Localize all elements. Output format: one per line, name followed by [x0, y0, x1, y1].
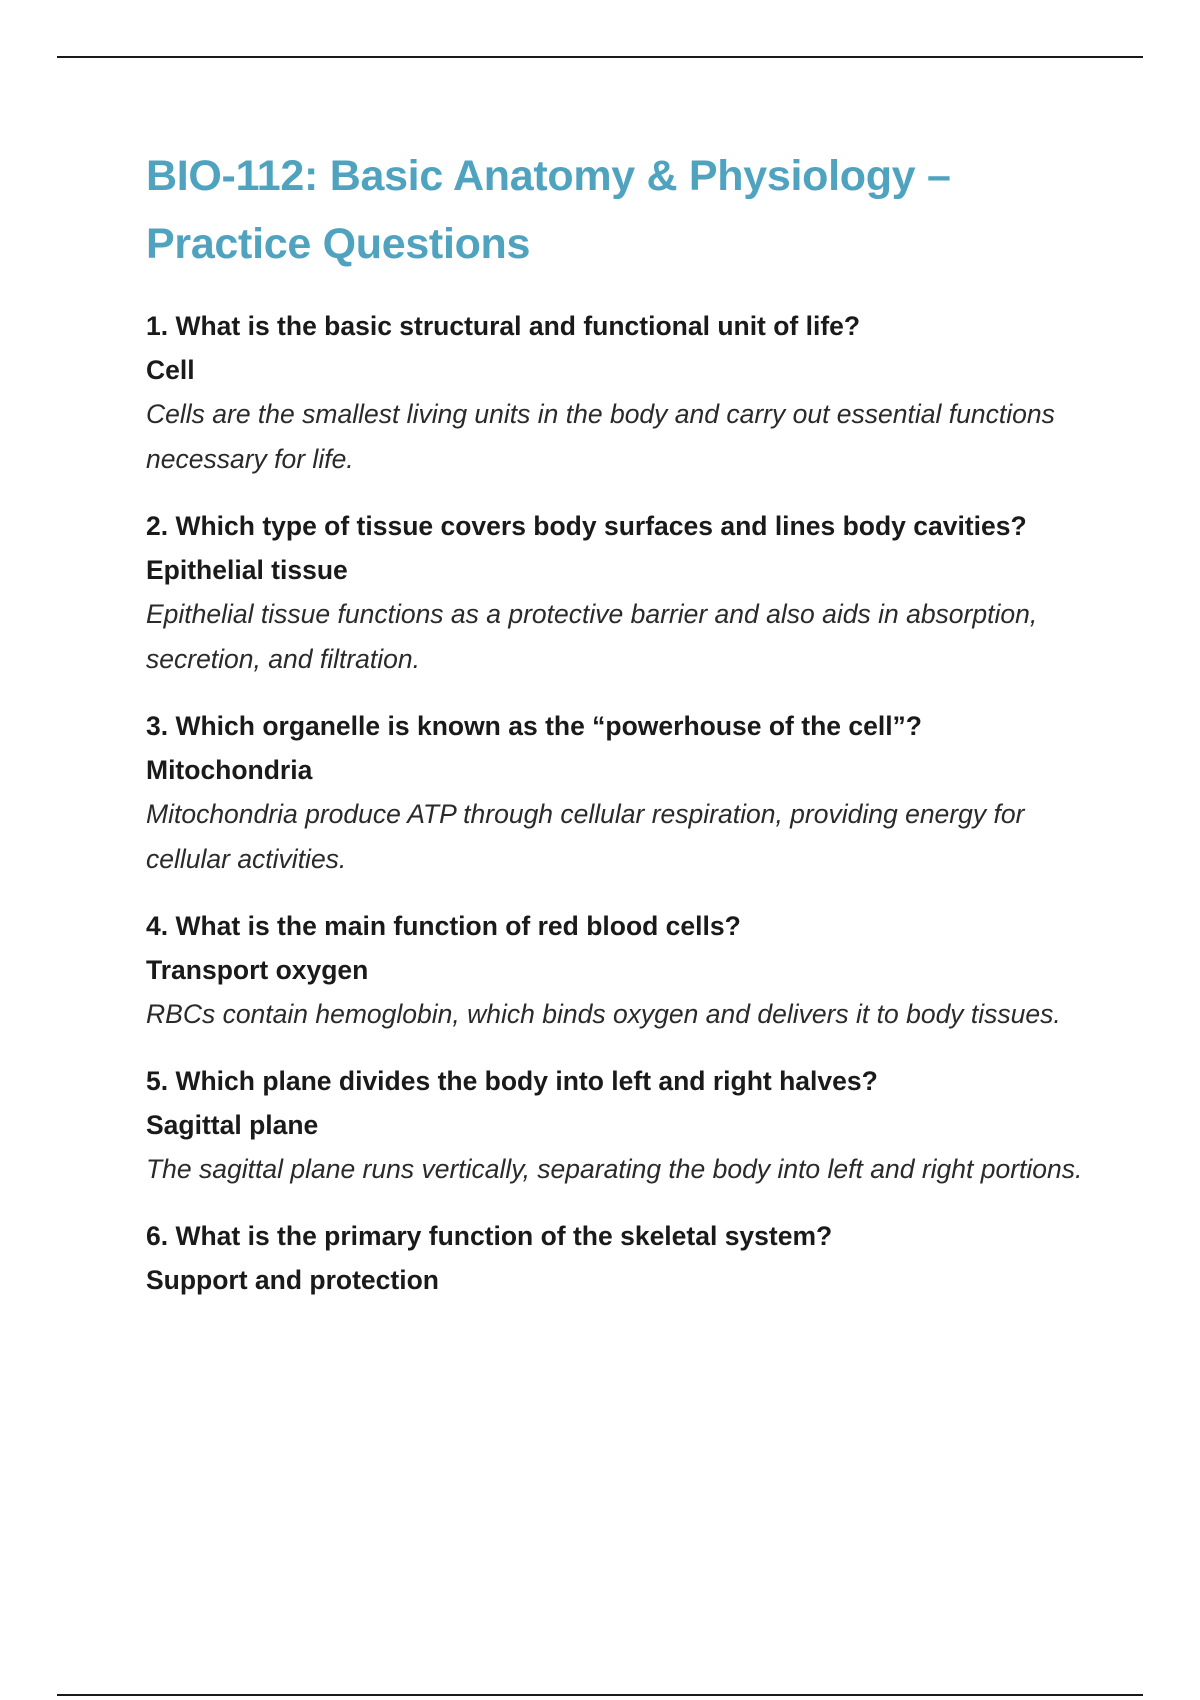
qa-item-4 — [146, 904, 1106, 1037]
qa-item-2 — [146, 504, 1106, 682]
answer-text: Cell — [146, 355, 195, 385]
qa-item-3 — [146, 704, 1106, 882]
question-text: 6. What is the primary function of the skeletal system? — [146, 1221, 833, 1251]
answer-text: Mitochondria — [146, 755, 313, 785]
document-body — [146, 142, 1106, 1324]
qa-item-1 — [146, 304, 1106, 482]
answer-text: Sagittal plane — [146, 1110, 319, 1140]
qa-item-6 — [146, 1214, 1106, 1302]
explanation-text: Mitochondria produce ATP through cellular respiration, providing energy for cellular activities. — [146, 799, 1025, 874]
qa-item-5 — [146, 1059, 1106, 1192]
answer-text: Epithelial tissue — [146, 555, 348, 585]
document-title: BIO-112: Basic Anatomy & Physiology – Practice Questions — [146, 152, 951, 268]
question-text: 1. What is the basic structural and functional unit of life? — [146, 311, 861, 341]
explanation-text: The sagittal plane runs vertically, separating the body into left and right portions. — [146, 1154, 1083, 1184]
explanation-text: Cells are the smallest living units in the body and carry out essential functions necessary for life. — [146, 399, 1055, 474]
answer-text: Transport oxygen — [146, 955, 369, 985]
question-text: 3. Which organelle is known as the “powerhouse of the cell”? — [146, 711, 922, 741]
top-rule — [57, 56, 1143, 58]
bottom-rule — [57, 1694, 1143, 1696]
question-text: 4. What is the main function of red blood cells? — [146, 911, 741, 941]
question-text: 2. Which type of tissue covers body surfaces and lines body cavities? — [146, 511, 1027, 541]
answer-text: Support and protection — [146, 1265, 439, 1295]
question-text: 5. Which plane divides the body into left and right halves? — [146, 1066, 878, 1096]
explanation-text: Epithelial tissue functions as a protective barrier and also aids in absorption, secretion, and filtration. — [146, 599, 1038, 674]
explanation-text: RBCs contain hemoglobin, which binds oxygen and delivers it to body tissues. — [146, 999, 1061, 1029]
